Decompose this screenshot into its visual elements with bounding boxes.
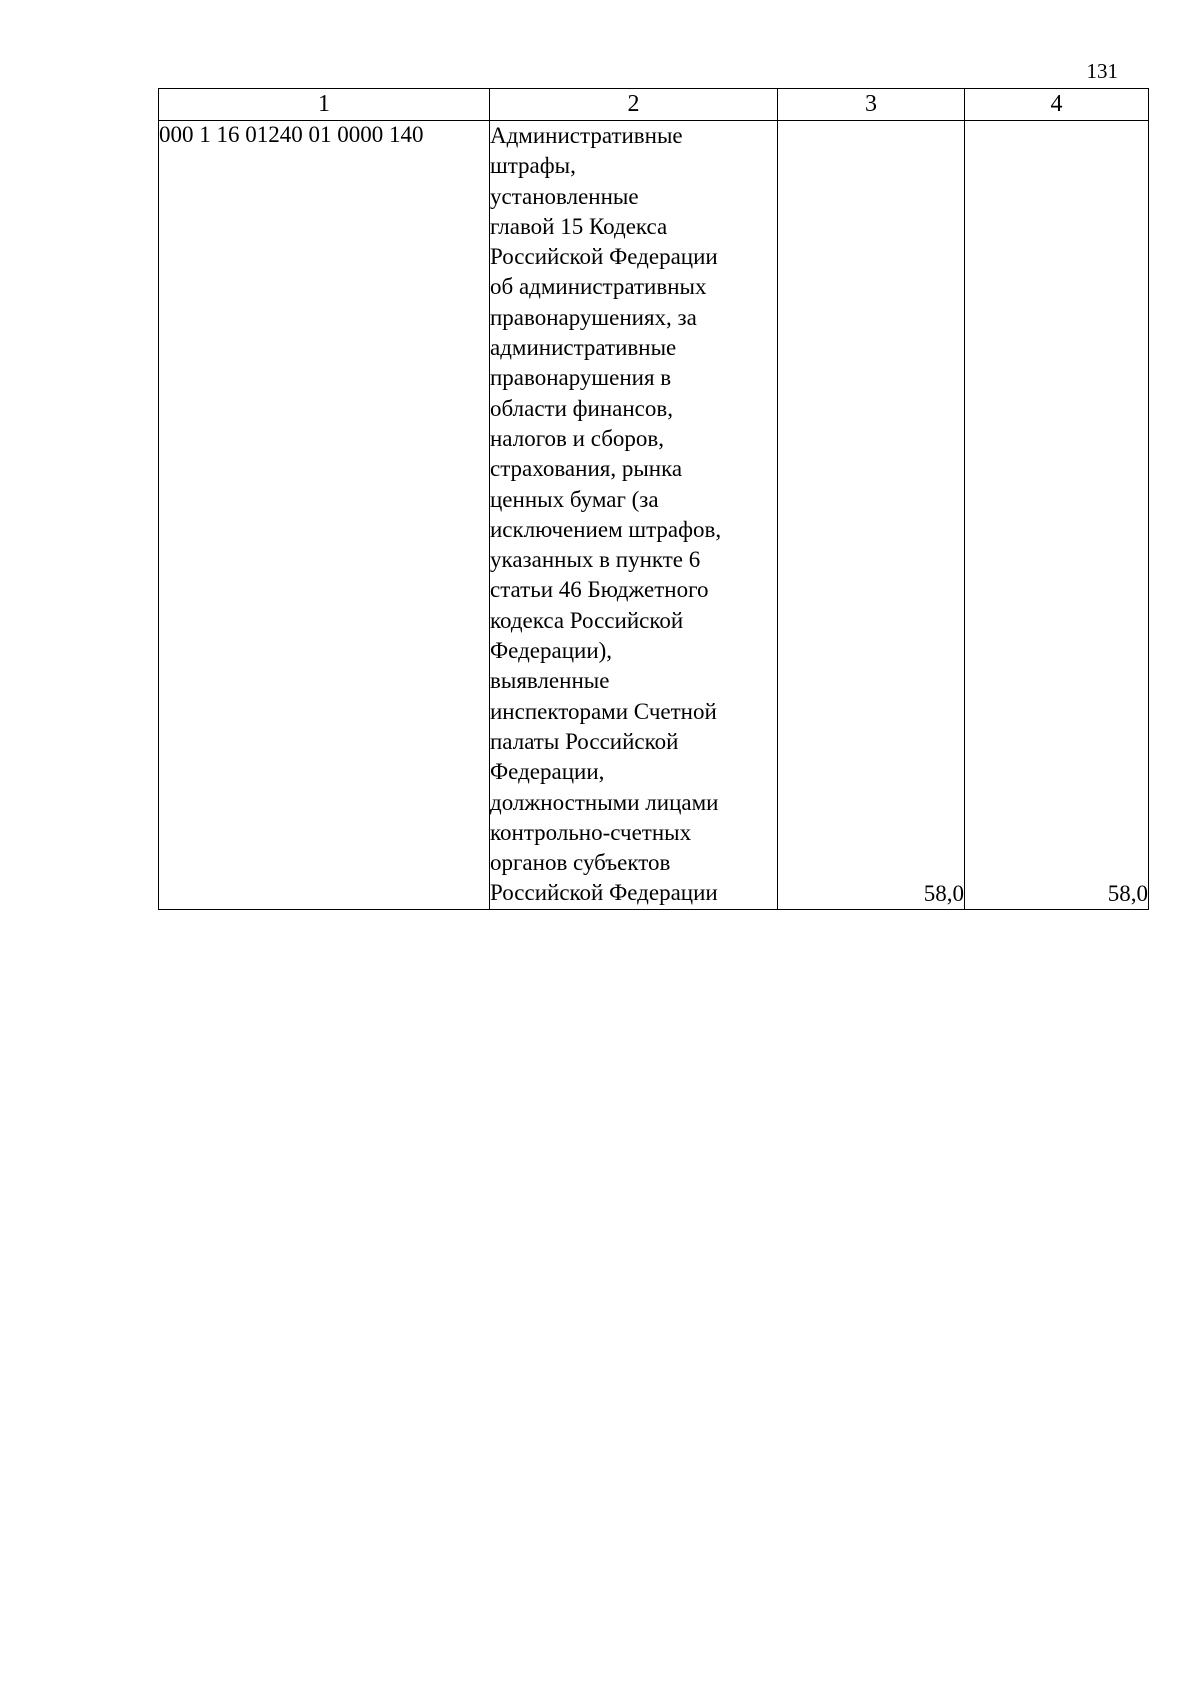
table-row — [159, 121, 1149, 910]
table-header-row — [159, 89, 1149, 121]
column-header-4: 4 — [965, 89, 1149, 121]
budget-table — [158, 88, 1149, 910]
column-header-3: 3 — [778, 89, 965, 121]
amount-cell-col4: 58,0 — [965, 121, 1149, 910]
revenue-name-cell: Административные штрафы, установленные главой 15 Кодекса Российской Федерации об административных правонарушениях, за административные правонарушения в области финансов, налогов и сборов, страхования, рынка ценных бумаг (за исключением штрафов, указанных в пункте 6 статьи 46 Бюджетного кодекса Российской Федерации), выявленные инспекторами Счетной палаты Российской Федерации, должностными лицами контрольно-счетных органов субъектов Российской Федерации — [490, 121, 778, 910]
page-number: 131 — [1086, 59, 1118, 83]
column-header-1: 1 — [159, 89, 490, 121]
amount-cell-col3: 58,0 — [778, 121, 965, 910]
budget-code-cell: 000 1 16 01240 01 0000 140 — [159, 121, 490, 910]
column-header-2: 2 — [490, 89, 778, 121]
